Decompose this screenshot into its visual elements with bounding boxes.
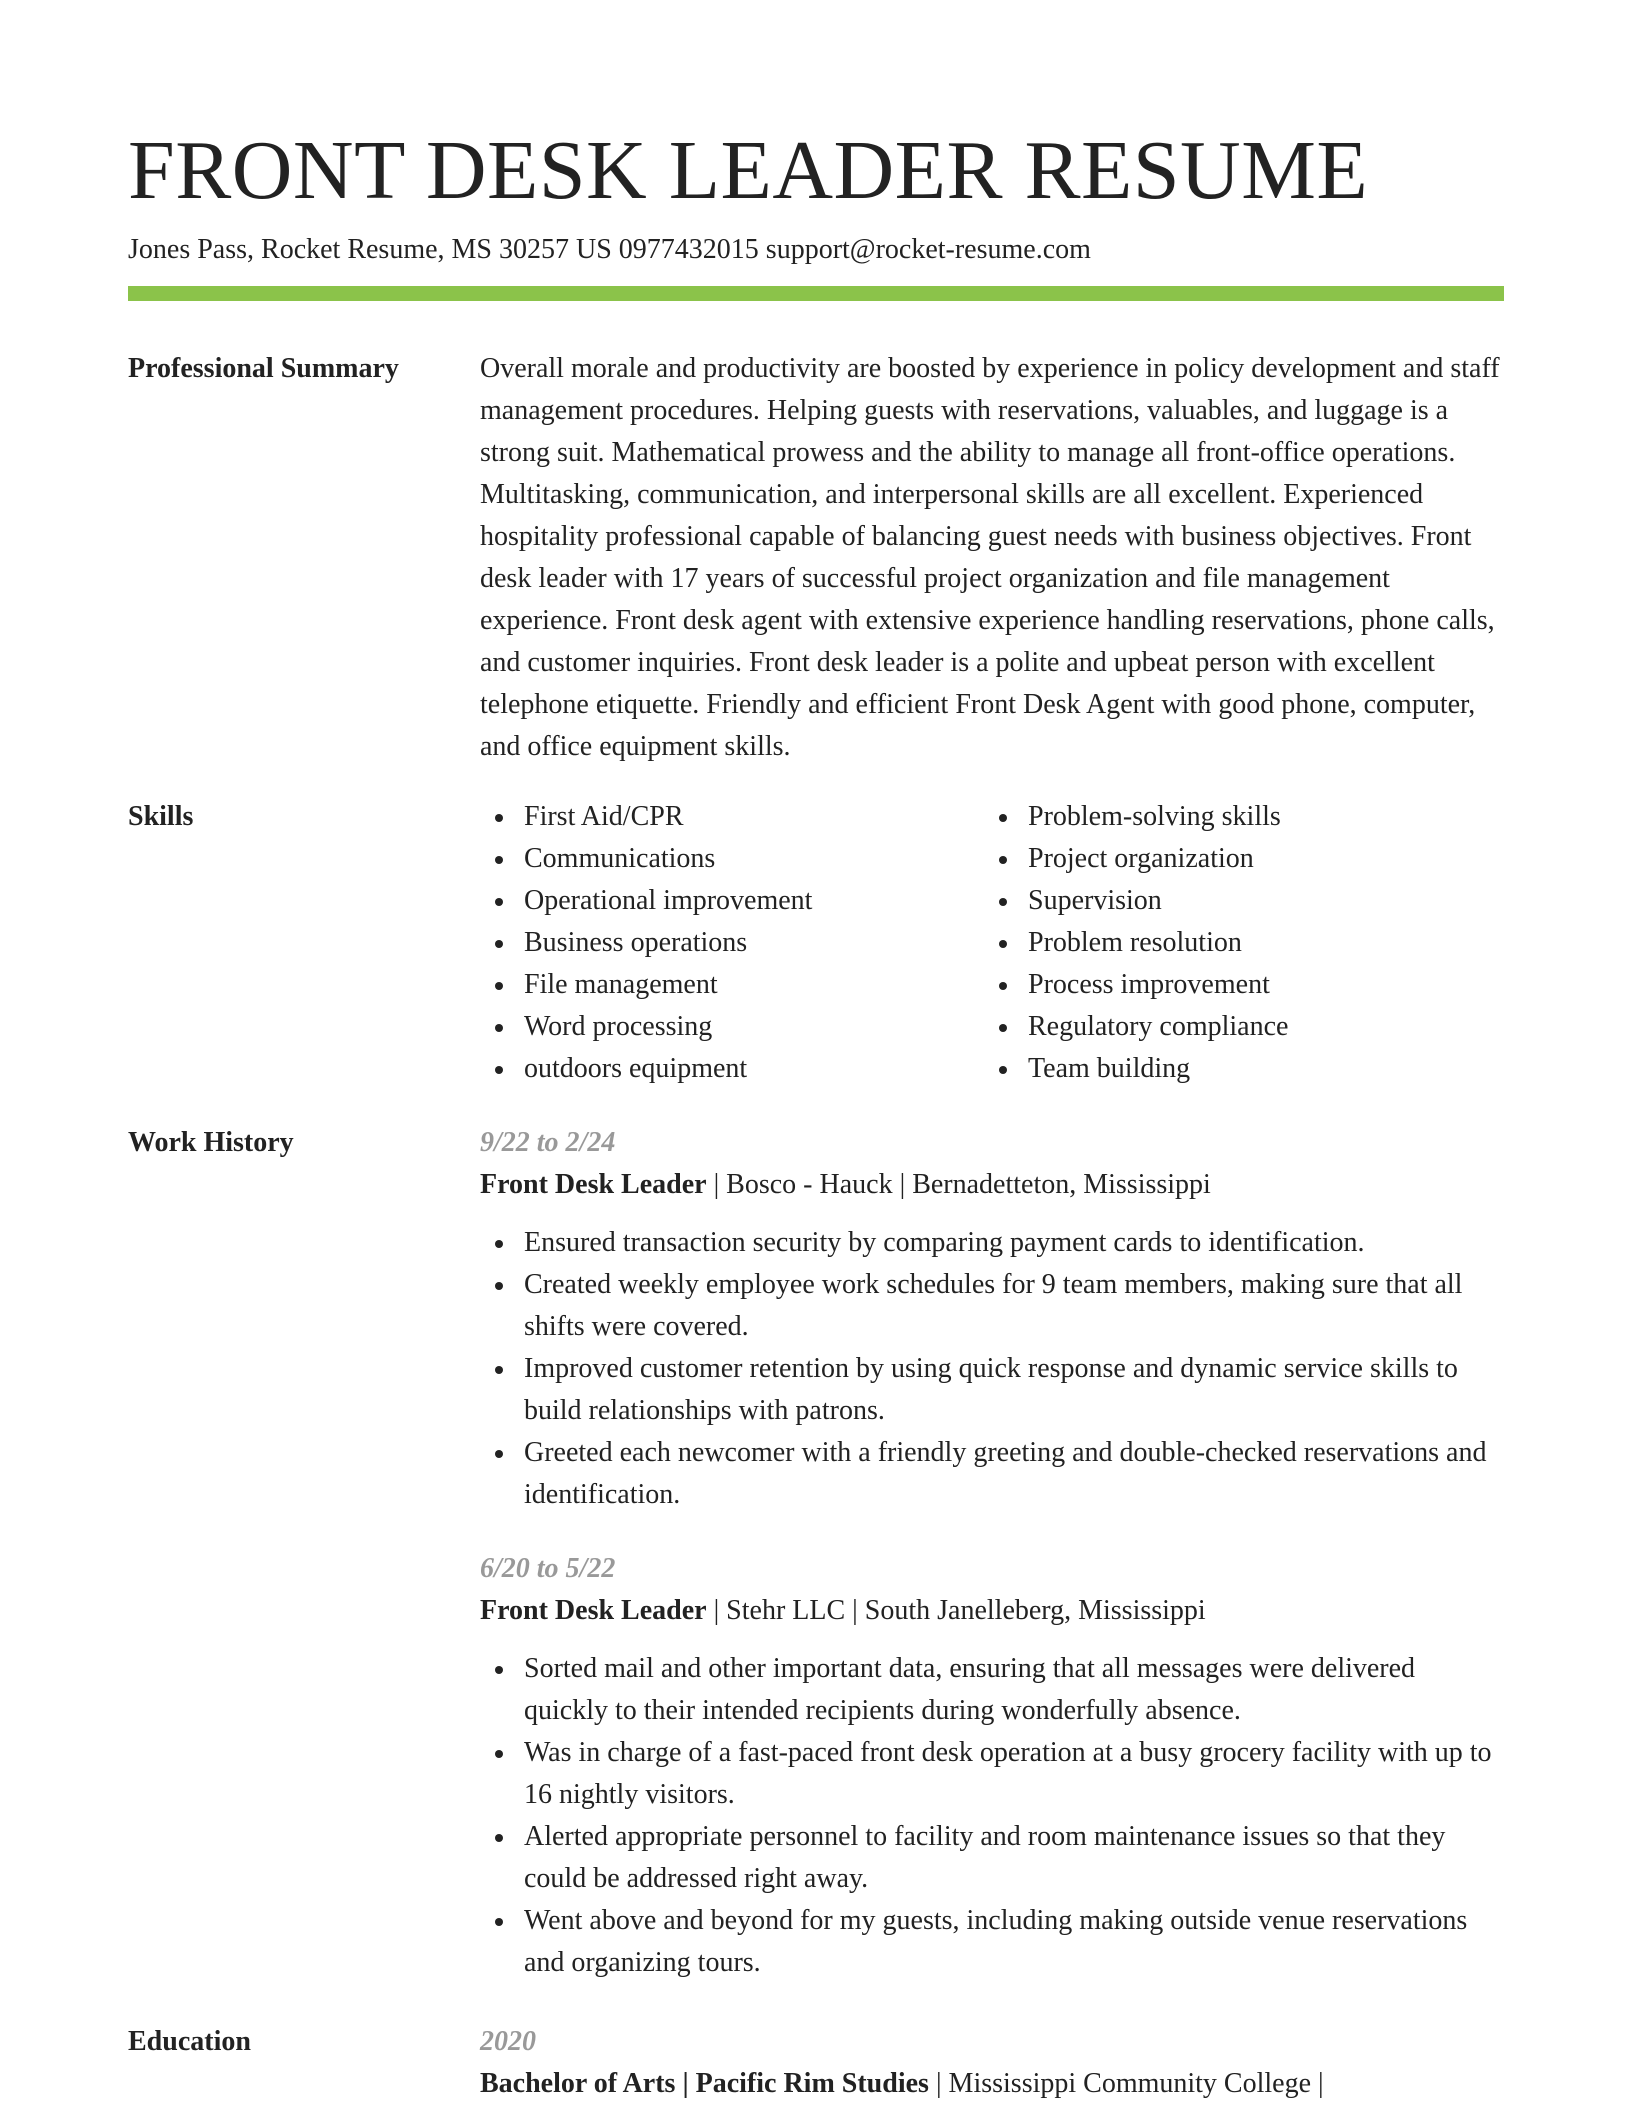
education-line [480, 2063, 1504, 2105]
job-title-line [480, 1164, 1504, 1206]
skill-item: Process improvement [984, 964, 1488, 1006]
skill-item: First Aid/CPR [480, 796, 984, 838]
skill-item: outdoors equipment [480, 1048, 984, 1090]
job-dates: 6/20 to 5/22 [480, 1553, 616, 1584]
section-label-education: Education [128, 2026, 251, 2057]
skills-list-right [984, 796, 1488, 1090]
section-label-summary: Professional Summary [128, 353, 399, 384]
skill-item: Regulatory compliance [984, 1006, 1488, 1048]
job-role: Front Desk Leader [480, 1169, 707, 1200]
job-entry [480, 1122, 1504, 1516]
job-dates: 9/22 to 2/24 [480, 1127, 616, 1158]
skill-item: Word processing [480, 1006, 984, 1048]
summary-text: Overall morale and productivity are boosted by experience in policy development and staff management procedures. Helping guests with reservations, valuables, and luggage is a strong suit. Mathematical prowess and the ability to manage all front-office operations. Multitasking, communication, and interpersonal skills are all excellent. Experienced hospitality professional capable of balancing guest needs with business objectives. Front desk leader with 17 years of successful project organization and file management experience. Front desk agent with extensive experience handling reservations, phone calls, and customer inquiries. Front desk leader is a polite and upbeat person with excellent telephone etiquette. Friendly and efficient Front Desk Agent with good phone, computer, and office equipment skills. [480, 353, 1500, 762]
section-label-skills: Skills [128, 801, 194, 832]
skills-block [480, 796, 1504, 1090]
accent-divider [128, 286, 1504, 301]
summary-block [480, 348, 1504, 768]
skill-item: Communications [480, 838, 984, 880]
contact-line: Jones Pass, Rocket Resume, MS 30257 US 0977432015 support@rocket-resume.com [128, 234, 1091, 265]
education-date: 2020 [480, 2026, 536, 2057]
job-entry [480, 1548, 1504, 1984]
job-duties [480, 1648, 1504, 1984]
duty-item: Was in charge of a fast-paced front desk operation at a busy grocery facility with up to 16 nightly visitors. [480, 1732, 1504, 1816]
duty-item: Created weekly employee work schedules for 9 team members, making sure that all shifts were covered. [480, 1264, 1504, 1348]
job-title-line [480, 1590, 1504, 1632]
education-school: | Mississippi Community College | [928, 2068, 1324, 2099]
skill-item: File management [480, 964, 984, 1006]
skill-item: Business operations [480, 922, 984, 964]
duty-item: Alerted appropriate personnel to facility and room maintenance issues so that they could be addressed right away. [480, 1816, 1504, 1900]
skill-item: Project organization [984, 838, 1488, 880]
skill-item: Team building [984, 1048, 1488, 1090]
duty-item: Greeted each newcomer with a friendly greeting and double-checked reservations and identification. [480, 1432, 1504, 1516]
job-details: | Stehr LLC | South Janelleberg, Mississippi [706, 1595, 1206, 1626]
job-role: Front Desk Leader [480, 1595, 707, 1626]
duty-item: Went above and beyond for my guests, including making outside venue reservations and organizing tours. [480, 1900, 1504, 1984]
skill-item: Problem-solving skills [984, 796, 1488, 838]
skill-item: Operational improvement [480, 880, 984, 922]
education-degree: Bachelor of Arts | Pacific Rim Studies [480, 2068, 929, 2099]
duty-item: Improved customer retention by using quick response and dynamic service skills to build relationships with patrons. [480, 1348, 1504, 1432]
job-details: | Bosco - Hauck | Bernadetteton, Mississippi [706, 1169, 1211, 1200]
duty-item: Sorted mail and other important data, ensuring that all messages were delivered quickly to their intended recipients during wonderfully absence. [480, 1648, 1504, 1732]
duty-item: Ensured transaction security by comparing payment cards to identification. [480, 1222, 1504, 1264]
education-entry [480, 2021, 1504, 2105]
section-label-work-history: Work History [128, 1127, 294, 1158]
skill-item: Problem resolution [984, 922, 1488, 964]
skills-list-left [480, 796, 984, 1090]
resume-title: FRONT DESK LEADER RESUME [128, 124, 1369, 217]
job-duties [480, 1222, 1504, 1516]
skill-item: Supervision [984, 880, 1488, 922]
